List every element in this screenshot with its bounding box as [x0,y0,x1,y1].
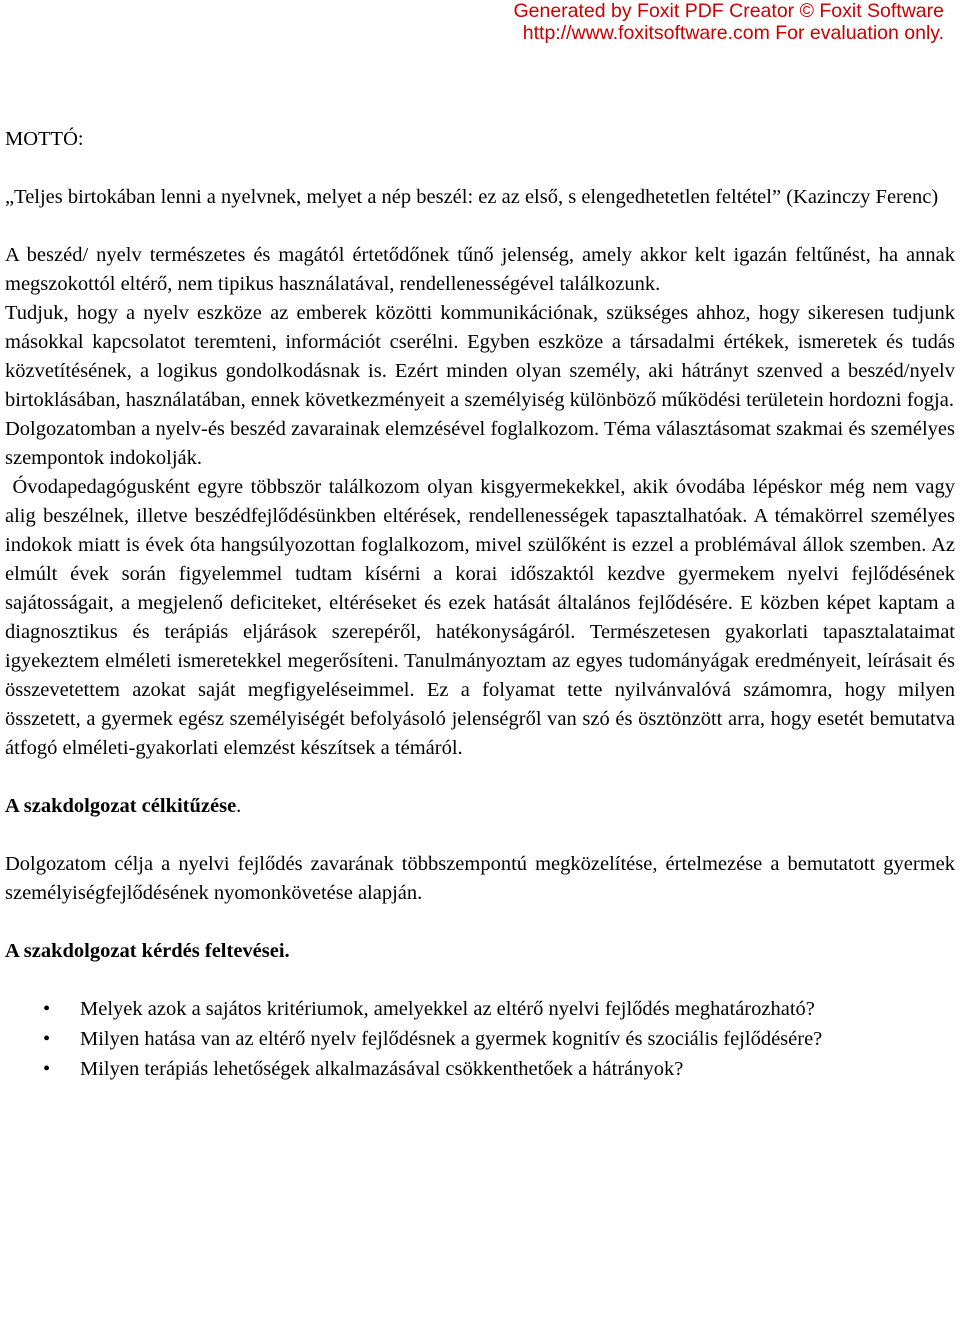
paragraph-topic: Dolgozatomban a nyelv-és beszéd zavarainak elemzésével foglalkozom. Téma választásomat szakmai és személyes szempontok indokolják. [5,418,955,469]
list-item [5,1025,955,1054]
paragraph-personal: Óvodapedagógusként egyre többször találkozom olyan kisgyermekekkel, akik óvodába lépéskor még nem vagy alig beszélnek, illetve beszédfejlődésünkben eltérések, rendellenességek tapasztalhatóak. A témakörrel személyes indokok miatt is évek óta hangsúlyozottan foglalkozom, mivel szülőként is ezzel a problémával állok szemben. Az elmúlt évek során figyelemmel tudtam kísérni a korai időszaktól kezdve gyermekem nyelvi fejlődésének sajátosságait, a megjelenő deficiteket, eltéréseket és ezek hatását általános fejlődésére. E közben képet kaptam a diagnosztikus és terápiás eljárások szerepéről, hatékonyságáról. Természetesen gyakorlati tapasztalataimat igyekeztem elméleti ismeretekkel megerősíteni. Tanulmányoztam az egyes tudományágak eredményeit, leírásait és összevetettem azokat saját megfigyeléseimmel. Ez a folyamat tette nyilvánvalóvá számomra, hogy milyen összetett, a gyermek egész személyiségét befolyásoló jelenségről van szó és ösztönzött arra, hogy esetét bemutatva átfogó elméleti-gyakorlati elemzést készítsek a témáról. [5,476,960,759]
list-item [5,1055,955,1084]
motto-quote: „Teljes birtokában lenni a nyelvnek, melyet a nép beszél: ez az első, s elengedhetetlen feltétel” (Kazinczy Ferenc) [5,186,939,208]
list-item-text: Melyek azok a sajátos kritériumok, amelyekkel az eltérő nyelvi fejlődés meghatározható? [80,998,815,1020]
section-heading-questions: A szakdolgozat kérdés feltevései. [5,940,290,962]
bullet-icon: • [43,1028,51,1050]
foxit-watermark [513,0,944,44]
bullet-icon: • [43,998,51,1020]
document-page [5,125,960,1085]
bullet-icon: • [43,1058,51,1080]
questions-list [5,995,955,1084]
section-heading-goal [5,792,955,821]
section-heading-goal-dot: . [236,795,242,817]
list-item-text: Milyen hatása van az eltérő nyelv fejlődésnek a gyermek kognitív és szociális fejlődésére? [80,1028,823,1050]
paragraph-communication: Tudjuk, hogy a nyelv eszköze az emberek közötti kommunikációnak, szükséges ahhoz, hogy sikeresen tudjunk másokkal kapcsolatot teremteni, információt cserélni. Egyben eszköze a társadalmi értékek, ismeretek és tudás közvetítésének, a logikus gondolkodásnak is. Ezért minden olyan személy, aki hátrányt szenved a beszéd/nyelv birtoklásában, használatában, ennek következményeit a személyiség különböző működési területein hordozni fogja. [5,302,955,411]
paragraph-intro: A beszéd/ nyelv természetes és magától értetődőnek tűnő jelenség, amely akkor kelt igazán feltűnést, ha annak megszokottól eltérő, nem tipikus használatával, rendellenességével találkozunk. [5,244,955,295]
section-heading-goal-text: A szakdolgozat célkitűzése [5,795,237,817]
list-item-text: Milyen terápiás lehetőségek alkalmazásával csökkenthetőek a hátrányok? [80,1058,684,1080]
list-item [5,995,955,1024]
motto-heading: MOTTÓ: [5,128,84,150]
watermark-line-1: Generated by Foxit PDF Creator © Foxit Software [513,0,944,22]
goal-text: Dolgozatom célja a nyelvi fejlődés zavarának többszempontú megközelítése, értelmezése a bemutatott gyermek személyiségfejlődésének nyomonkövetése alapján. [5,853,955,904]
watermark-line-2: http://www.foxitsoftware.com For evaluation only. [522,22,944,44]
